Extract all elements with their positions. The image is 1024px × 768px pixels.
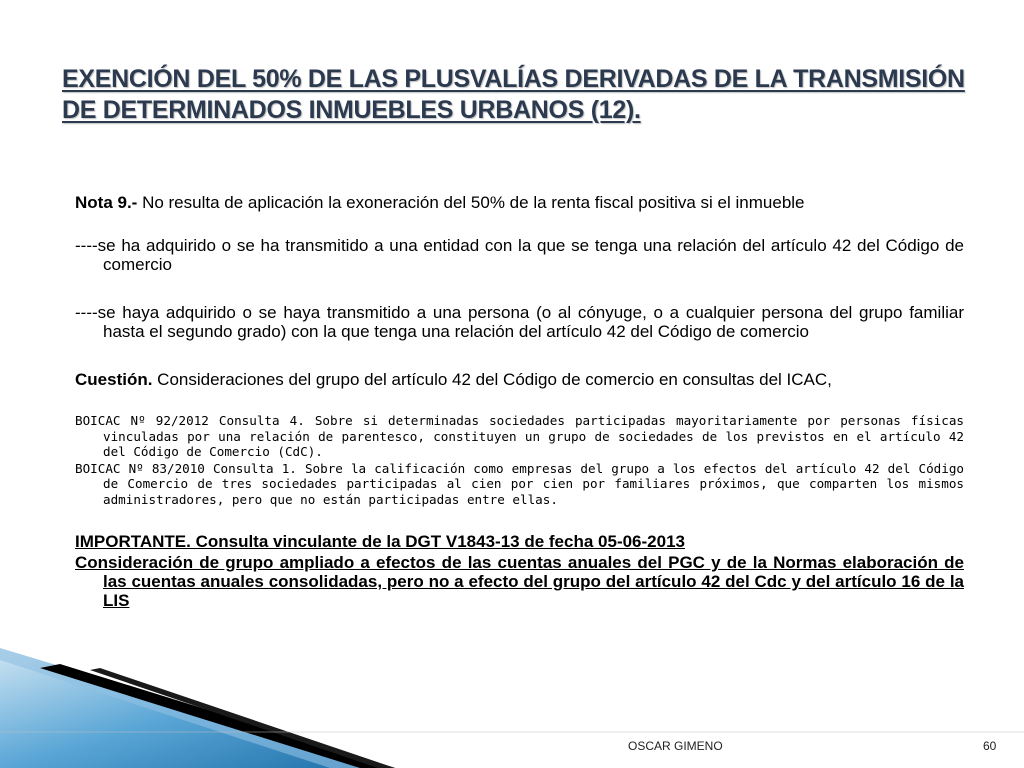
footer-author: OSCAR GIMENO: [628, 739, 723, 753]
slide-body: [75, 193, 964, 610]
slide-title: EXENCIÓN DEL 50% DE LAS PLUSVALÍAS DERIVADAS DE LA TRANSMISIÓN DE DETERMINADOS INMUEBLES URBANOS (12).: [62, 65, 965, 124]
boicac-92-2012: BOICAC Nº 92/2012 Consulta 4. Sobre si determinadas sociedades participadas mayoritariamente por personas físicas vinculadas por una relación de parentesco, constituyen un grupo de sociedades de los previstos en el artículo 42 del Código de Comercio (CdC).: [75, 413, 964, 459]
cuestion-text: Consideraciones del grupo del artículo 42 del Código de comercio en consultas del ICAC,: [152, 370, 832, 389]
boicac-83-2010: BOICAC Nº 83/2010 Consulta 1. Sobre la calificación como empresas del grupo a los efectos del artículo 42 del Código de Comercio de tres sociedades participadas al cien por cien por familiares próximos, que comparten los mismos administradores, pero que no están participadas entre ellas.: [75, 460, 964, 507]
list-item-persona: ----se haya adquirido o se haya transmitido a una persona (o al cónyuge, o a cualquier persona del grupo familiar hasta el segundo grado) con la que tenga una relación del artículo 42 del Código de comercio: [75, 303, 964, 341]
list-item-entidad: ----se ha adquirido o se ha transmitido a una entidad con la que se tenga una relación del artículo 42 del Código de comercio: [75, 236, 964, 274]
consideracion-paragraph: Consideración de grupo ampliado a efectos de las cuentas anuales del PGC y de la Normas elaboración de las cuentas anuales consolidadas, pero no a efecto del grupo del artículo 42 del Cdc y del artículo 16 de la LIS: [75, 553, 964, 610]
cuestion-paragraph: [75, 370, 964, 389]
page-number: 60: [983, 739, 997, 753]
nota-text: No resulta de aplicación la exoneración del 50% de la renta fiscal positiva si el inmueble: [137, 193, 805, 212]
importante-heading: IMPORTANTE. Consulta vinculante de la DGT V1843-13 de fecha 05-06-2013: [75, 532, 685, 551]
nota-label: Nota 9.-: [75, 193, 138, 212]
nota-paragraph: [75, 193, 964, 212]
cuestion-label: Cuestión.: [75, 370, 153, 389]
